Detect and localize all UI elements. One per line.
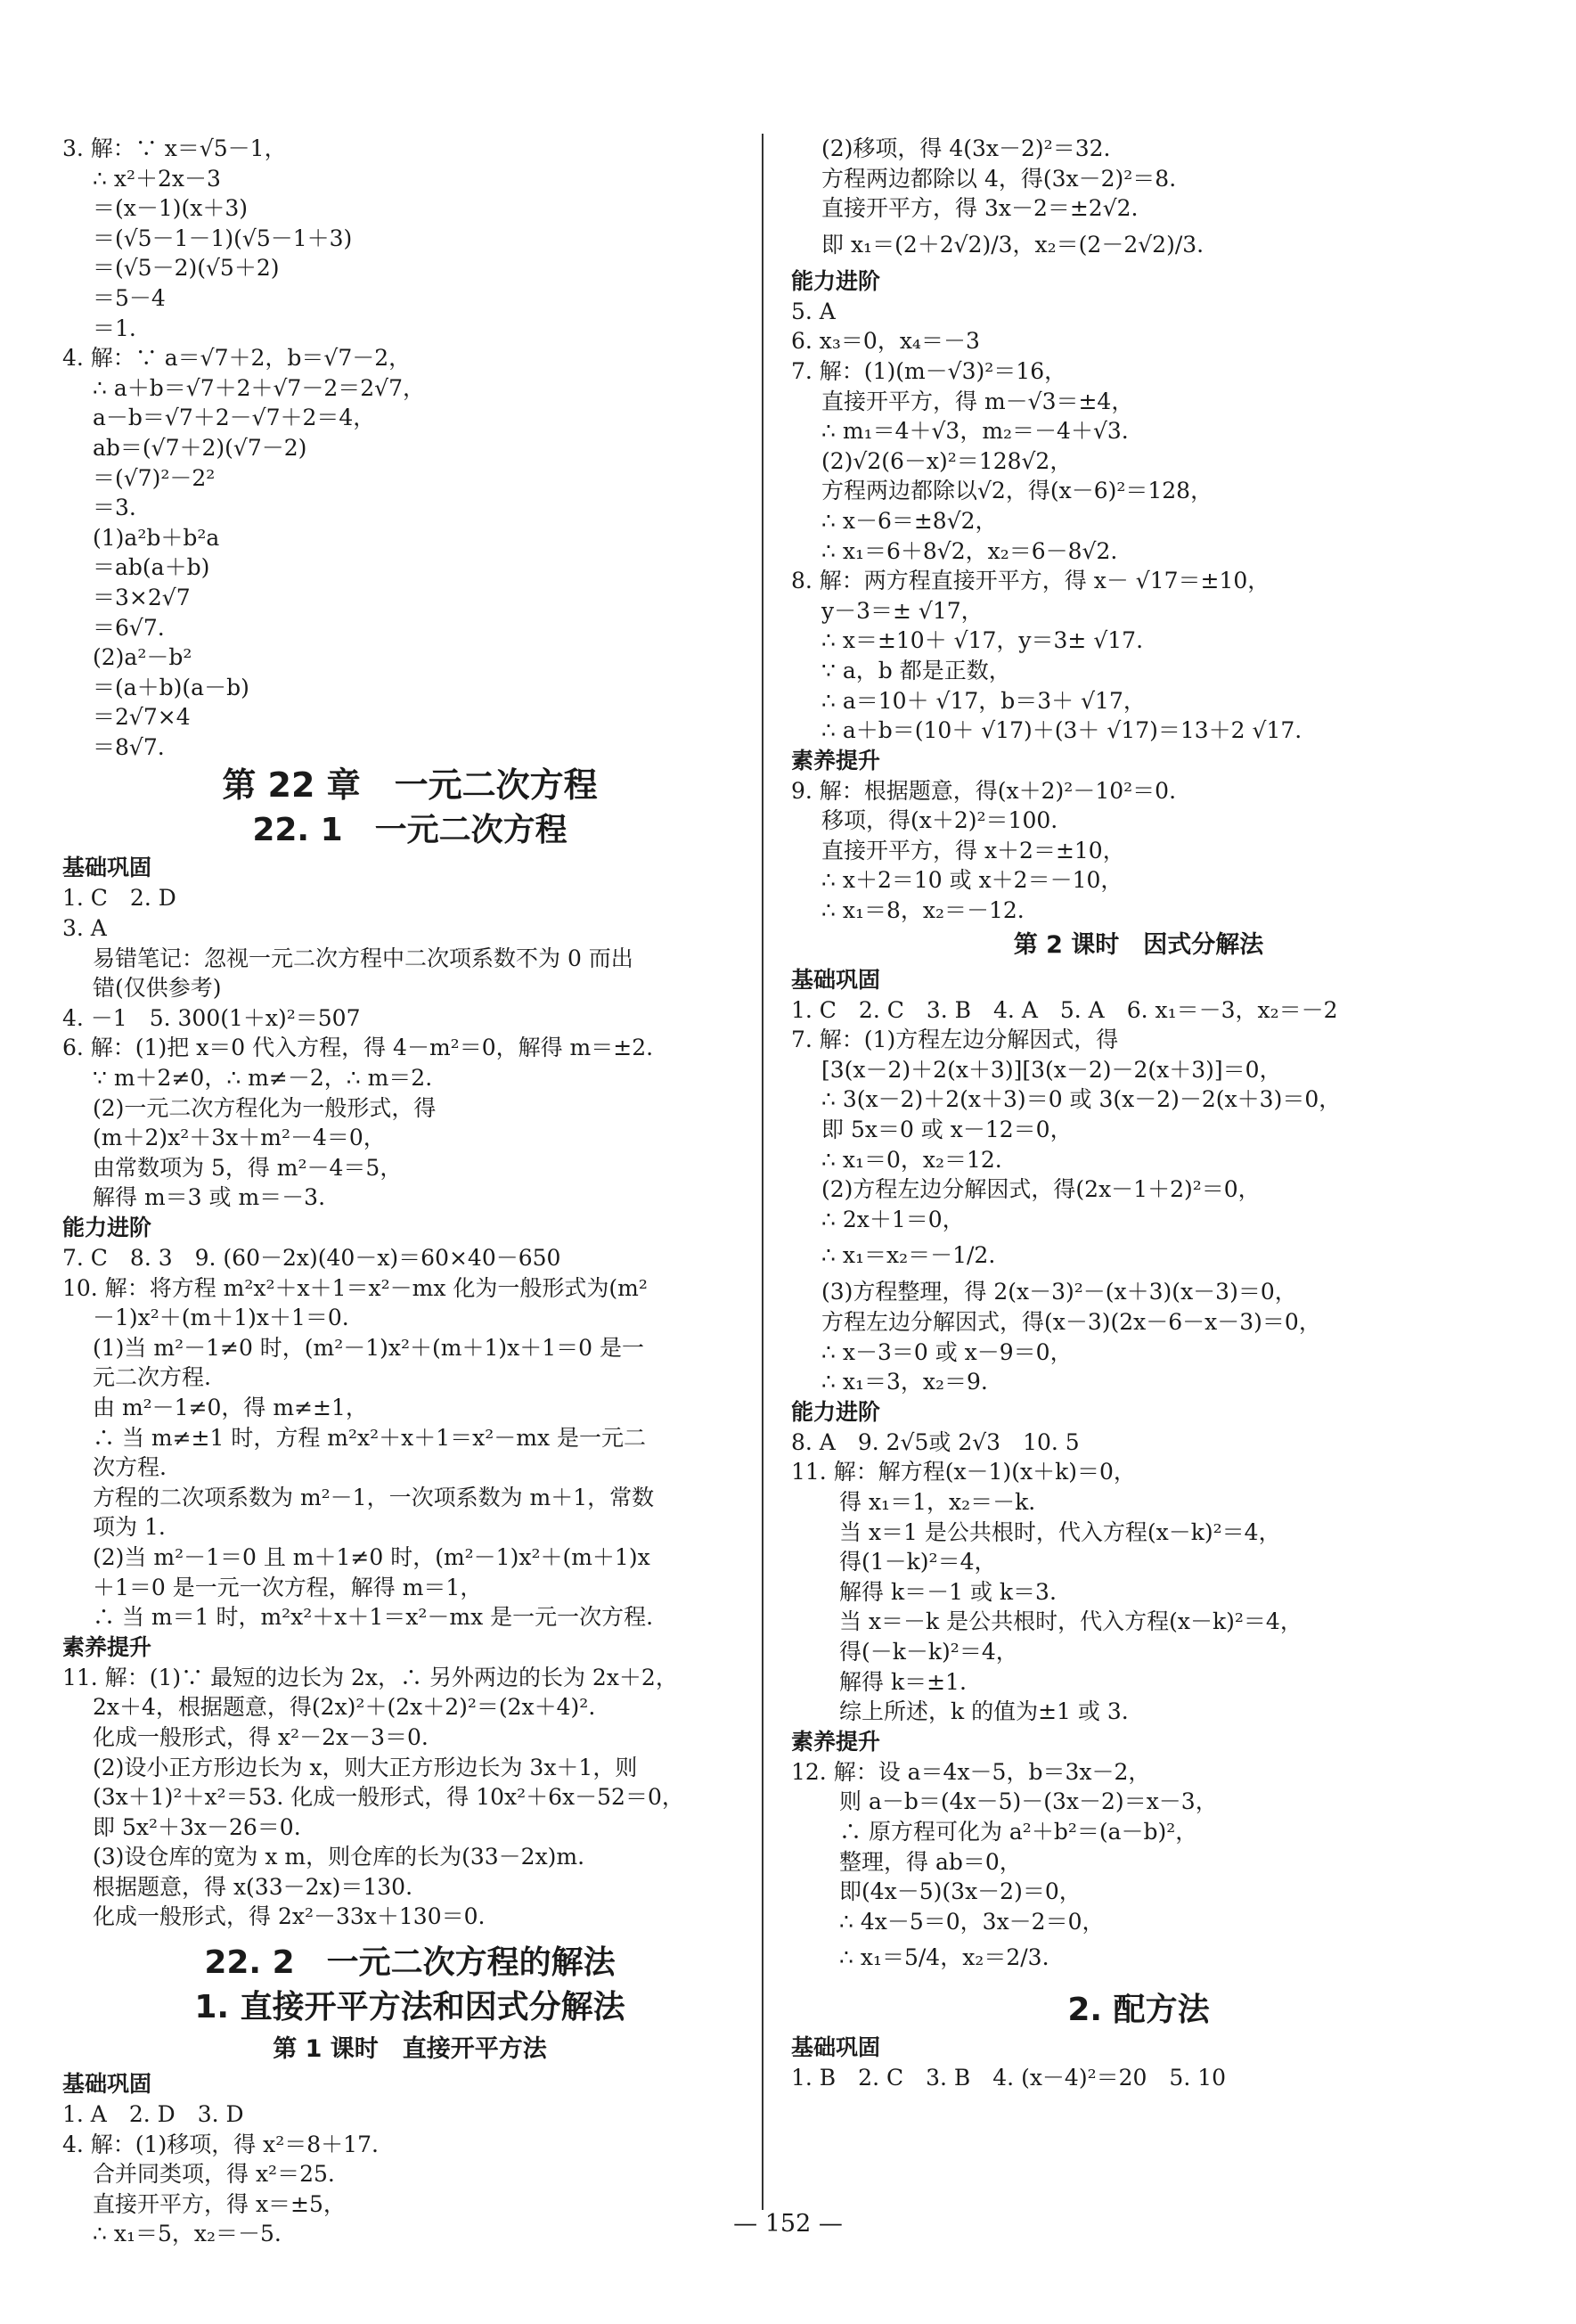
answer-line: (2)移项，得 4(3x－2)²＝32. bbox=[821, 135, 1111, 161]
lesson-heading: 第 2 课时 因式分解法 bbox=[1013, 930, 1264, 959]
answer-line: (3)方程整理，得 2(x－3)²－(x＋3)(x－3)＝0， bbox=[821, 1279, 1297, 1305]
answer-line: 由常数项为 5，得 m²－4＝5， bbox=[93, 1154, 403, 1181]
answer-line: (2)方程左边分解因式，得(2x－1＋2)²＝0， bbox=[821, 1176, 1261, 1203]
answer-line: 次方程. bbox=[93, 1454, 167, 1481]
answer-line: ＝3. bbox=[93, 495, 136, 521]
subsection-label: 基础巩固 bbox=[62, 2071, 152, 2098]
answer-line: ∴ 4x－5＝0，3x－2＝0， bbox=[839, 1908, 1105, 1935]
answer-line: 3. A bbox=[62, 915, 107, 942]
answer-line: ＋1＝0 是一元一次方程，解得 m＝1， bbox=[93, 1574, 483, 1600]
answer-line: 10. 解：将方程 m²x²＋x＋1＝x²－mx 化为一般形式为(m² bbox=[62, 1274, 648, 1301]
answer-line: ab＝(√7＋2)(√7－2) bbox=[93, 434, 307, 461]
answer-line: 项为 1. bbox=[93, 1514, 166, 1541]
answer-line: ∵ m＋2≠0，∴ m≠－2，∴ m＝2. bbox=[93, 1065, 433, 1092]
answer-line: ＝3×2√7 bbox=[93, 584, 191, 610]
answer-line: 即 5x＝0 或 x－12＝0， bbox=[821, 1117, 1073, 1143]
answer-line: 即 x₁＝(2＋2√2)/3，x₂＝(2－2√2)/3. bbox=[821, 231, 1204, 258]
answer-line: 12. 解：设 a＝4x－5，b＝3x－2， bbox=[791, 1758, 1151, 1785]
answer-line: ＝(√7)²－2² bbox=[93, 464, 216, 491]
answer-line: 直接开平方，得 m－√3＝±4， bbox=[821, 388, 1134, 414]
answer-line: 当 x＝1 是公共根时，代入方程(x－k)²＝4， bbox=[839, 1518, 1281, 1545]
answer-line: (3x＋1)²＋x²＝53. 化成一般形式，得 10x²＋6x－52＝0， bbox=[93, 1784, 684, 1811]
answer-line: (2)√2(6－x)²＝128√2， bbox=[821, 447, 1073, 474]
answer-line: 方程两边都除以 4，得(3x－2)²＝8. bbox=[821, 165, 1177, 192]
answer-line: 错(仅供参考) bbox=[93, 975, 222, 1002]
answer-line: ＝8√7. bbox=[93, 733, 165, 760]
subsection-label: 素养提升 bbox=[62, 1633, 152, 1660]
answer-line: ∴ a＝10＋ √17，b＝3＋ √17， bbox=[821, 687, 1146, 714]
answer-line: (1)a²b＋b²a bbox=[93, 524, 220, 551]
answer-line: 11. 解：解方程(x－1)(x＋k)＝0， bbox=[791, 1459, 1136, 1485]
answer-line: 则 a－b＝(4x－5)－(3x－2)＝x－3， bbox=[839, 1788, 1218, 1815]
answer-line: 元二次方程. bbox=[93, 1364, 211, 1391]
answer-line: 8. 解：两方程直接开平方，得 x－ √17＝±10， bbox=[791, 568, 1270, 594]
subsection-label: 素养提升 bbox=[791, 747, 881, 773]
answer-line: 解得 k＝±1. bbox=[839, 1668, 967, 1695]
page-number: — 152 — bbox=[733, 2210, 843, 2238]
answer-line: 化成一般形式，得 x²－2x－3＝0. bbox=[93, 1723, 429, 1750]
answer-line: ∴ 当 m＝1 时，m²x²＋x＋1＝x²－mx 是一元一次方程. bbox=[93, 1604, 654, 1631]
answer-line: (2)设小正方形边长为 x，则大正方形边长为 3x＋1，则 bbox=[93, 1754, 638, 1780]
answer-line: 9. 解：根据题意，得(x＋2)²－10²＝0. bbox=[791, 777, 1177, 804]
answer-line: 即(4x－5)(3x－2)＝0， bbox=[839, 1878, 1082, 1905]
answer-line: 综上所述，k 的值为±1 或 3. bbox=[839, 1698, 1129, 1725]
answer-line: 解得 k＝－1 或 k＝3. bbox=[839, 1578, 1057, 1605]
answer-line: 8. A 9. 2√5或 2√3 10. 5 bbox=[791, 1428, 1080, 1455]
answer-line: ＝1. bbox=[93, 315, 136, 341]
answer-line: (1)当 m²－1≠0 时，(m²－1)x²＋(m＋1)x＋1＝0 是一 bbox=[93, 1334, 645, 1361]
answer-line: 合并同类项，得 x²＝25. bbox=[93, 2161, 335, 2188]
answer-line: 化成一般形式，得 2x²－33x＋130＝0. bbox=[93, 1903, 486, 1930]
answer-line: 由 m²－1≠0，得 m≠±1， bbox=[93, 1394, 368, 1420]
answer-line: [3(x－2)＋2(x＋3)][3(x－2)－2(x＋3)]＝0， bbox=[821, 1056, 1282, 1083]
subsection-label: 能力进阶 bbox=[62, 1215, 152, 1240]
answer-line: 易错笔记：忽视一元二次方程中二次项系数不为 0 而出 bbox=[93, 945, 633, 971]
answer-line: 根据题意，得 x(33－2x)＝130. bbox=[93, 1873, 413, 1900]
answer-line: 方程两边都除以√2，得(x－6)²＝128， bbox=[821, 478, 1213, 504]
answer-line: ∴ x₁＝0，x₂＝12. bbox=[821, 1146, 1002, 1173]
answer-line: ∴ x₁＝3，x₂＝9. bbox=[821, 1369, 988, 1395]
answer-line: 2x＋4，根据题意，得(2x)²＋(2x＋2)²＝(2x＋4)². bbox=[93, 1694, 596, 1721]
answer-line: ＝2√7×4 bbox=[93, 704, 191, 731]
subsection-label: 基础巩固 bbox=[791, 2034, 881, 2061]
answer-line: (2)一元二次方程化为一般形式，得 bbox=[93, 1094, 437, 1121]
answer-line: 7. 解：(1)(m－√3)²＝16， bbox=[791, 357, 1067, 384]
section-heading: 1. 直接开平方法和因式分解法 bbox=[194, 1989, 625, 2026]
answer-line: a－b＝√7＋2－√7＋2＝4， bbox=[93, 405, 376, 431]
left-column bbox=[62, 134, 757, 2249]
answer-line: 移项，得(x＋2)²＝100. bbox=[821, 807, 1058, 834]
lesson-heading: 第 1 课时 直接开平方法 bbox=[273, 2035, 547, 2064]
answer-line: (2)当 m²－1＝0 且 m＋1≠0 时，(m²－1)x²＋(m＋1)x bbox=[93, 1543, 650, 1570]
answer-line: (m＋2)x²＋3x＋m²－4＝0， bbox=[93, 1125, 386, 1151]
section-heading: 22. 1 一元二次方程 bbox=[252, 812, 568, 849]
answer-line: 即 5x²＋3x－26＝0. bbox=[93, 1813, 301, 1840]
subsection-label: 能力进阶 bbox=[791, 1398, 881, 1425]
answer-line: ∴ x₁＝8，x₂＝－12. bbox=[821, 897, 1025, 924]
answer-line: 得 x₁＝1，x₂＝－k. bbox=[839, 1488, 1036, 1515]
answer-line: ∴ x₁＝5，x₂＝－5. bbox=[93, 2221, 282, 2247]
answer-line: 方程左边分解因式，得(x－3)(2x－6－x－3)＝0， bbox=[821, 1309, 1321, 1335]
answer-line: 当 x＝－k 是公共根时，代入方程(x－k)²＝4， bbox=[839, 1608, 1302, 1635]
answer-line: ∴ x＋2＝10 或 x＋2＝－10， bbox=[821, 867, 1123, 894]
answer-line: －1)x²＋(m＋1)x＋1＝0. bbox=[93, 1305, 349, 1331]
answer-line: 直接开平方，得 x＝±5， bbox=[93, 2190, 346, 2217]
answer-line: ∴ 原方程可化为 a²＋b²＝(a－b)²， bbox=[839, 1818, 1198, 1845]
answer-line: 直接开平方，得 3x－2＝±2√2. bbox=[821, 195, 1139, 222]
right-column bbox=[791, 134, 1486, 2093]
answer-line: ∴ m₁＝4＋√3，m₂＝－4＋√3. bbox=[821, 418, 1129, 445]
answer-line: 6. 解：(1)把 x＝0 代入方程，得 4－m²＝0，解得 m＝±2. bbox=[62, 1035, 654, 1061]
answer-line: 1. B 2. C 3. B 4. (x－4)²＝20 5. 10 bbox=[791, 2065, 1227, 2091]
answer-line: ∴ x²＋2x－3 bbox=[93, 165, 221, 192]
answer-line: 4. 解：(1)移项，得 x²＝8＋17. bbox=[62, 2131, 379, 2157]
answer-line: ＝ab(a＋b) bbox=[93, 554, 210, 581]
answer-line: ∴ 2x＋1＝0， bbox=[821, 1206, 965, 1232]
answer-line: ＝6√7. bbox=[93, 614, 165, 641]
answer-line: 11. 解：(1)∵ 最短的边长为 2x，∴ 另外两边的长为 2x＋2， bbox=[62, 1664, 678, 1690]
answer-line: 4. －1 5. 300(1＋x)²＝507 bbox=[62, 1004, 361, 1031]
answer-line: 得(－k－k)²＝4， bbox=[839, 1638, 1018, 1665]
answer-line: ∴ x－6＝±8√2， bbox=[821, 507, 998, 534]
answer-line: ∴ 当 m≠±1 时，方程 m²x²＋x＋1＝x²－mx 是一元二 bbox=[93, 1424, 647, 1451]
answer-line: 3. 解：∵ x＝√5－1， bbox=[62, 135, 287, 161]
answer-line: ＝(x－1)(x＋3) bbox=[93, 195, 249, 222]
answer-line: ∴ a＋b＝(10＋ √17)＋(3＋ √17)＝13＋2 √17. bbox=[821, 717, 1302, 744]
answer-line: ∴ x－3＝0 或 x－9＝0， bbox=[821, 1338, 1073, 1365]
answer-line: 方程的二次项系数为 m²－1，一次项系数为 m＋1，常数 bbox=[93, 1484, 655, 1510]
answer-line: ＝(√5－1－1)(√5－1＋3) bbox=[93, 225, 353, 251]
answer-line: 1. C 2. D bbox=[62, 885, 176, 912]
answer-line: ＝(a＋b)(a－b) bbox=[93, 674, 249, 700]
answer-line: (2)a²－b² bbox=[93, 644, 192, 671]
section-heading: 22. 2 一元二次方程的解法 bbox=[204, 1944, 616, 1982]
answer-line: ∴ a＋b＝√7＋2＋√7－2＝2√7， bbox=[93, 374, 425, 401]
subsection-label: 素养提升 bbox=[791, 1728, 881, 1755]
chapter-heading: 第 22 章 一元二次方程 bbox=[222, 765, 598, 806]
answer-line: ∴ x₁＝x₂＝－1/2. bbox=[821, 1242, 996, 1269]
answer-line: 1. A 2. D 3. D bbox=[62, 2101, 244, 2128]
answer-line: ＝(√5－2)(√5＋2) bbox=[93, 255, 280, 282]
answer-line: ∵ a，b 都是正数， bbox=[821, 657, 1011, 683]
answer-line: ∴ 3(x－2)＋2(x＋3)＝0 或 3(x－2)－2(x＋3)＝0， bbox=[821, 1086, 1342, 1113]
answer-line: 7. C 8. 3 9. (60－2x)(40－x)＝60×40－650 bbox=[62, 1245, 561, 1271]
section-heading: 2. 配方法 bbox=[1067, 1992, 1210, 2029]
answer-line: 直接开平方，得 x＋2＝±10， bbox=[821, 837, 1125, 863]
answer-line: ∴ x＝±10＋ √17，y＝3± √17. bbox=[821, 627, 1144, 654]
answer-line: 5. A bbox=[791, 298, 836, 324]
column-divider bbox=[762, 134, 764, 2210]
answer-line: 解得 m＝3 或 m＝－3. bbox=[93, 1184, 326, 1211]
answer-line: (3)设仓库的宽为 x m，则仓库的长为(33－2x)m. bbox=[93, 1844, 585, 1870]
answer-line: 7. 解：(1)方程左边分解因式，得 bbox=[791, 1027, 1119, 1053]
answer-line: ∴ x₁＝5/4，x₂＝2/3. bbox=[839, 1944, 1049, 1971]
answer-line: 6. x₃＝0，x₄＝－3 bbox=[791, 328, 980, 355]
answer-line: ＝5－4 bbox=[93, 284, 166, 311]
answer-line: 4. 解：∵ a＝√7＋2，b＝√7－2， bbox=[62, 345, 412, 372]
answer-line: ∴ x₁＝6＋8√2，x₂＝6－8√2. bbox=[821, 537, 1118, 564]
answer-line: y－3＝± √17， bbox=[821, 597, 984, 624]
subsection-label: 基础巩固 bbox=[791, 966, 881, 993]
answer-line: 得(1－k)²＝4， bbox=[839, 1549, 997, 1575]
answer-line: 1. C 2. C 3. B 4. A 5. A 6. x₁＝－3，x₂＝－2 bbox=[791, 996, 1338, 1023]
subsection-label: 基础巩固 bbox=[62, 855, 152, 881]
subsection-label: 能力进阶 bbox=[791, 267, 881, 294]
answer-line: 整理，得 ab＝0， bbox=[839, 1848, 1022, 1875]
